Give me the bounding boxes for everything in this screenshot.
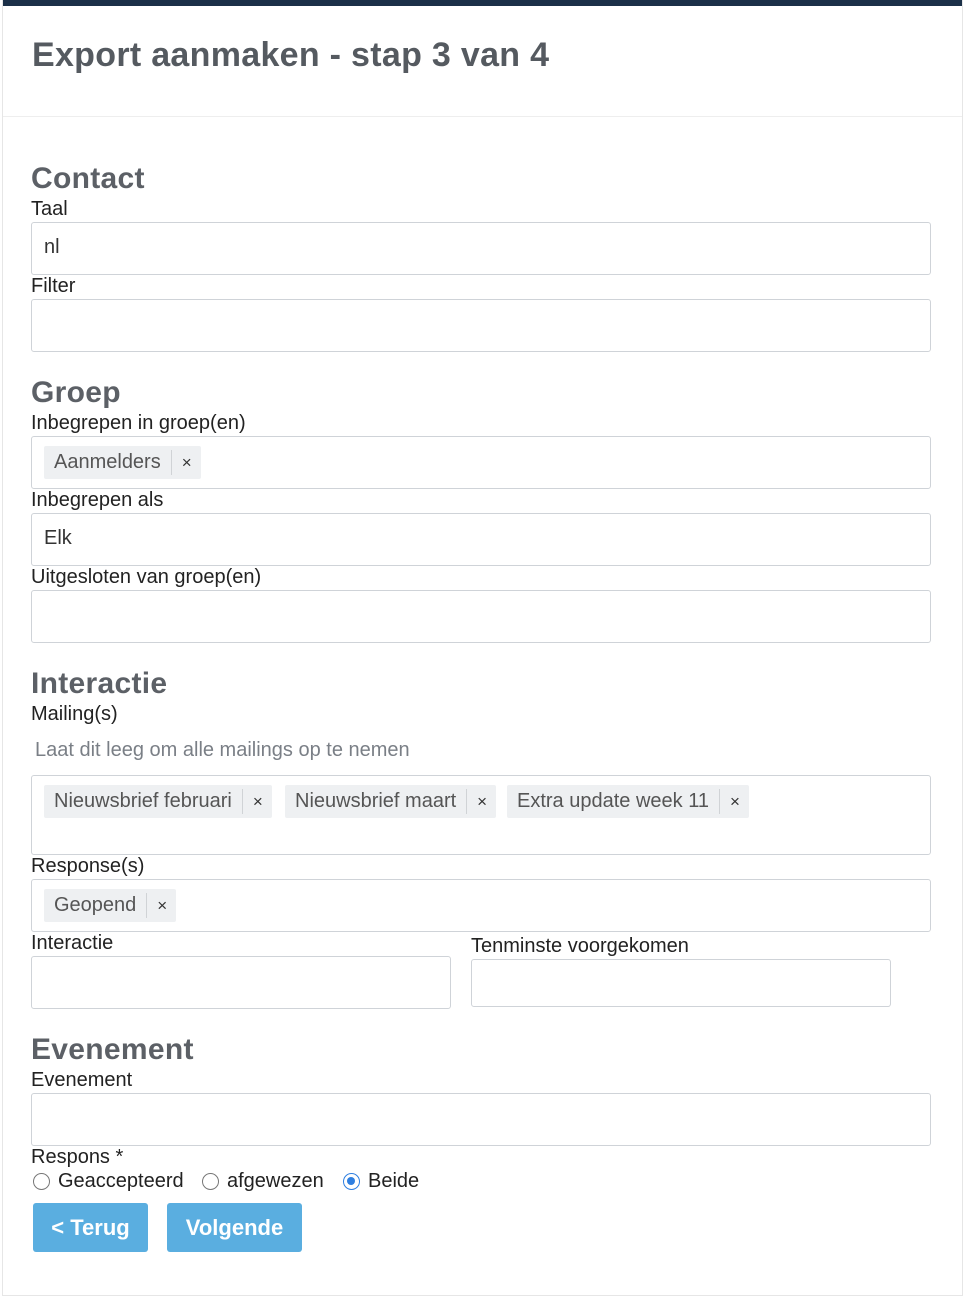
next-button[interactable]: Volgende — [167, 1203, 302, 1252]
radio-geaccepteerd[interactable] — [33, 1173, 50, 1190]
group-tag-label: Aanmelders — [54, 451, 161, 473]
radio-afgewezen-label[interactable]: afgewezen — [227, 1170, 324, 1192]
remove-tag-icon[interactable]: × — [242, 789, 272, 814]
included-as-label: Inbegrepen als — [31, 489, 164, 511]
mailing-tag — [285, 785, 496, 818]
excluded-groups-field[interactable] — [31, 590, 931, 643]
interactie-label: Interactie — [31, 932, 114, 954]
section-interactie-heading: Interactie — [31, 667, 168, 700]
response-tag — [44, 889, 176, 922]
remove-tag-icon[interactable]: × — [719, 789, 749, 814]
radio-beide[interactable] — [343, 1173, 360, 1190]
remove-tag-icon[interactable]: × — [146, 893, 176, 918]
included-as-select[interactable] — [31, 513, 931, 566]
respons-label: Respons * — [31, 1146, 124, 1168]
included-as-value: Elk — [44, 527, 72, 549]
taal-value: nl — [44, 236, 60, 258]
responses-label: Response(s) — [31, 855, 145, 877]
mailings-label: Mailing(s) — [31, 703, 118, 725]
taal-label: Taal — [31, 198, 68, 220]
page-header — [3, 6, 962, 117]
excluded-groups-label: Uitgesloten van groep(en) — [31, 566, 262, 588]
included-groups-label: Inbegrepen in groep(en) — [31, 412, 246, 434]
remove-tag-icon[interactable]: × — [466, 789, 496, 814]
mailing-tag — [44, 785, 272, 818]
section-contact-heading: Contact — [31, 162, 145, 195]
radio-beide-label[interactable]: Beide — [368, 1170, 420, 1192]
mailing-tag-label: Nieuwsbrief maart — [295, 790, 457, 812]
included-groups-field[interactable] — [31, 436, 931, 489]
minimum-occurred-label: Tenminste voorgekomen — [471, 935, 689, 957]
remove-tag-icon[interactable]: × — [171, 450, 201, 475]
taal-field[interactable] — [31, 222, 931, 275]
section-groep-heading: Groep — [31, 376, 121, 409]
mailings-hint: Laat dit leeg om alle mailings op te nemen — [35, 739, 410, 761]
filter-label: Filter — [31, 275, 76, 297]
group-tag — [44, 446, 201, 479]
mailing-tag — [507, 785, 749, 818]
interactie-select[interactable] — [31, 956, 451, 1009]
minimum-occurred-input[interactable] — [471, 959, 891, 1007]
page-title: Export aanmaken - stap 3 van 4 — [32, 36, 550, 74]
mailing-tag-label: Nieuwsbrief februari — [54, 790, 232, 812]
section-evenement-heading: Evenement — [31, 1033, 194, 1066]
event-label: Evenement — [31, 1069, 133, 1091]
radio-geaccepteerd-label[interactable]: Geaccepteerd — [58, 1170, 184, 1192]
responses-field[interactable] — [31, 879, 931, 932]
event-field[interactable] — [31, 1093, 931, 1146]
mailing-tag-label: Extra update week 11 — [517, 790, 709, 812]
mailings-field[interactable] — [31, 775, 931, 855]
back-button[interactable]: < Terug — [33, 1203, 148, 1252]
response-tag-label: Geopend — [54, 894, 137, 916]
filter-field[interactable] — [31, 299, 931, 352]
radio-afgewezen[interactable] — [202, 1173, 219, 1190]
